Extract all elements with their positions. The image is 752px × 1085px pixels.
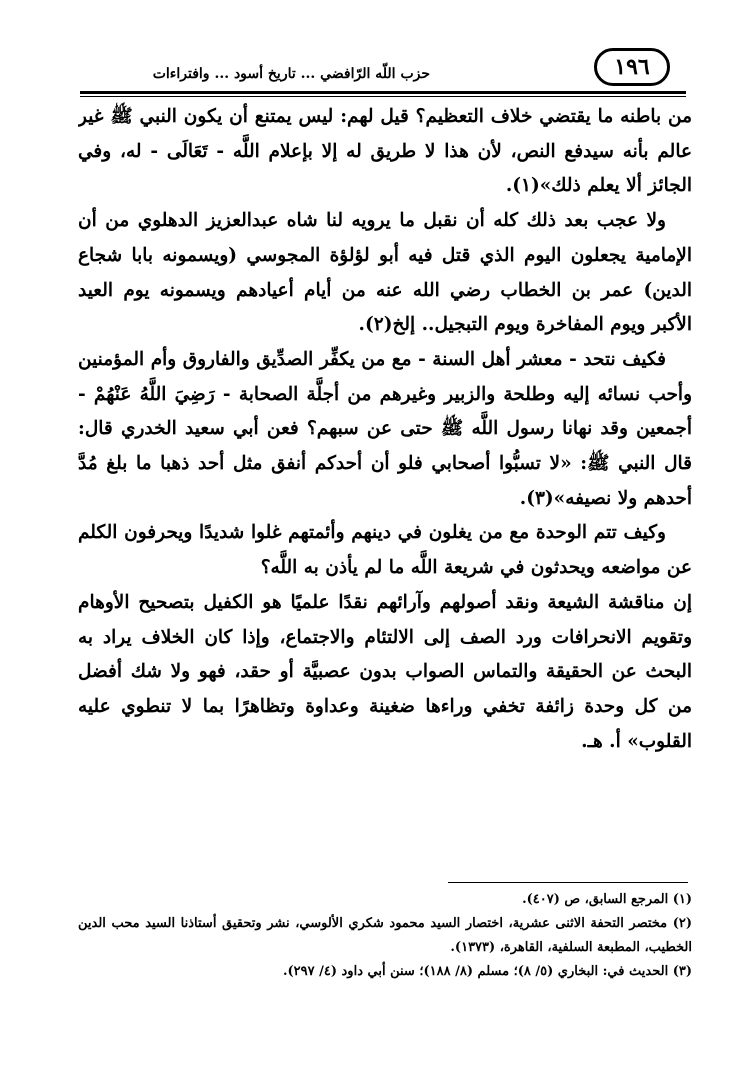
footnote: (١) المرجع السابق، ص (٤٠٧). bbox=[522, 892, 692, 907]
footnote: (٢) مختصر التحفة الاثنى عشرية، اختصار السيد محمود شكري الألوسي، نشر وتحقيق أستاذنا السيد محب الدين الخطيب، المطبعة السلفية، القاهرة، (١٣٧٣). bbox=[78, 916, 692, 955]
paragraph: من باطنه ما يقتضي خلاف التعظيم؟ قيل لهم: ليس يمتنع أن يكون النبي ﷺ غير عالم بأنه سيدفع النص، لأن هذا لا طريق له إلا بإعلام اللَّه - تَعَالَى - له، وفي الجائز ألا يعلم ذلك»(١). bbox=[78, 106, 692, 197]
body-text bbox=[78, 100, 692, 860]
paragraph: وكيف تتم الوحدة مع من يغلون في دينهم وأئمتهم غلوا شديدًا ويحرفون الكلم عن مواضعه ويحدثون في شريعة اللَّه ما لم يأذن به اللَّه؟ bbox=[78, 522, 692, 579]
page-number: ١٩٦ bbox=[594, 48, 670, 86]
paragraph: إن مناقشة الشيعة ونقد أصولهم وآرائهم نقدًا علميًا هو الكفيل بتصحيح الأوهام وتقويم الانحرافات ورد الصف إلى الالتئام والاجتماع، وإذا كان الخلاف يراد به البحث عن الحقيقة والتماس الصواب بدون عصبيَّة أو حقد، فهو ولا شك أفضل من كل وحدة زائفة تخفي وراءها ضغينة وعداوة وتظاهرًا بما لا تنطوي عليه القلوب» أ. هـ. bbox=[78, 591, 692, 752]
footnote-separator bbox=[448, 882, 688, 883]
paragraph: فكيف نتحد - معشر أهل السنة - مع من يكفِّر الصدِّيق والفاروق وأم المؤمنين وأحب نسائه إليه وطلحة والزبير وغيرهم من أجلَّة الصحابة - رَضِيَ اللَّهُ عَنْهُمْ - أجمعين وقد نهانا رسول اللَّه ﷺ حتى عن سبهم؟ فعن أبي سعيد الخدري قال: قال النبي ﷺ: «لا تسبُّوا أصحابي فلو أن أحدكم أنفق مثل أحد ذهبا ما بلغ مُدَّ أحدهم ولا نصيفه»(٣). bbox=[78, 348, 692, 509]
running-header-title: حزب اللّه الرّافضي ... تاريخ أسود ... وافتراءات bbox=[152, 66, 430, 82]
footnote: (٣) الحديث في: البخاري (٥/ ٨)؛ مسلم (٨/ ١٨٨)؛ سنن أبي داود (٤/ ٢٩٧). bbox=[282, 964, 692, 979]
header-rule-thin bbox=[80, 96, 686, 97]
footnotes bbox=[78, 888, 692, 1008]
header-rule-thick bbox=[80, 91, 686, 94]
paragraph: ولا عجب بعد ذلك كله أن نقبل ما يرويه لنا شاه عبدالعزيز الدهلوي من أن الإمامية يجعلون اليوم الذي قتل فيه أبو لؤلؤة المجوسي (ويسمونه بابا شجاع الدين) عمر بن الخطاب رضي الله عنه من أيام أعيادهم ويسمونه يوم العيد الأكبر ويوم المفاخرة ويوم التبجيل.. إلخ(٢). bbox=[78, 210, 692, 336]
